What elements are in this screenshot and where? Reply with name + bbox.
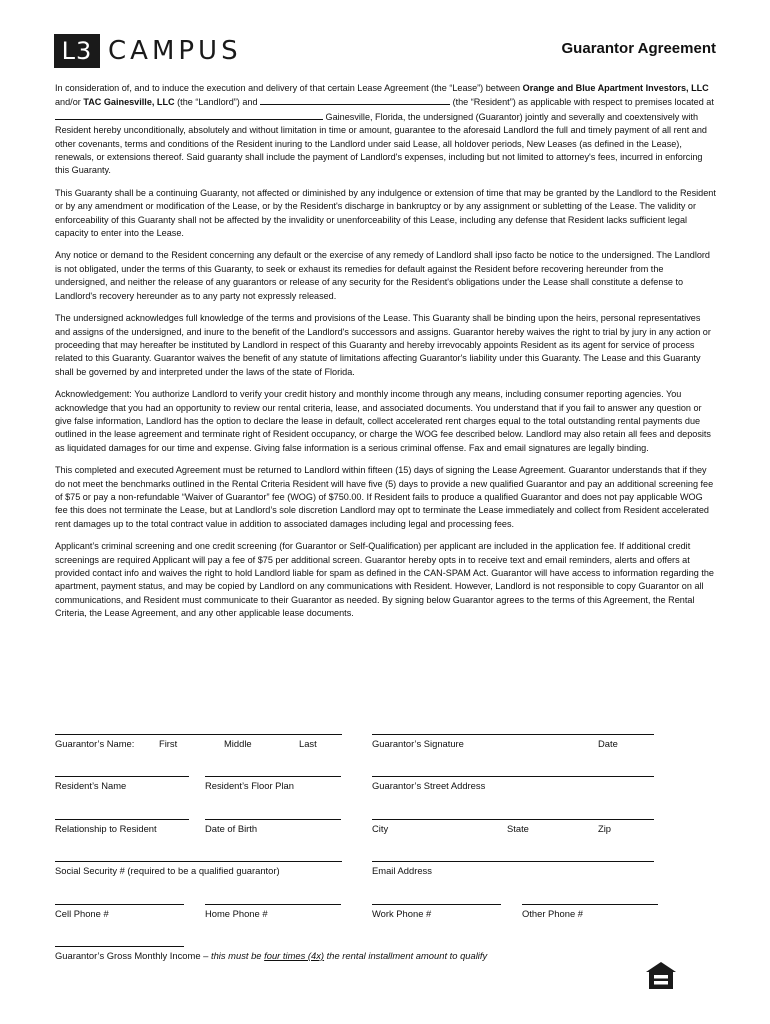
paragraph-screening: Applicant’s criminal screening and one credit screening (for Guarantor or Self-Qualification) per applicant are included in the application fee. If additional credit screenings are required Applicant will pay a fee of $75 per additional screen. Guarantor hereby opts in to receive text and email reminders, alerts and offers at provided contact info and waives the right to hold Landlord liable for spam as defined in the CAN-SPAM Act. Guarantor will have access to information regarding the apartment, payment status, and may be copied by Landlord on any communications with Resident. However, Landlord is not responsible to copy Guarantor on all communications, and Resident must communicate to their Guarantor as needed. By signing below Guarantor agrees to the terms of this Agreement, the Rental Criteria, the Lease Agreement, and any other applicable lease documents. bbox=[55, 541, 714, 619]
income-label bbox=[55, 950, 487, 961]
first-name-label: First bbox=[159, 738, 178, 749]
signature-label: Guarantor’s Signature bbox=[372, 738, 464, 749]
income-label-text: Guarantor’s Gross Monthly Income – bbox=[55, 950, 211, 961]
guarantor-name-label: Guarantor’s Name: bbox=[55, 738, 135, 749]
cell-phone-line[interactable] bbox=[55, 904, 184, 905]
signature-line[interactable] bbox=[372, 734, 654, 735]
logo-mark: L3 bbox=[54, 34, 100, 68]
agreement-body bbox=[55, 82, 717, 630]
city-state-zip-line[interactable] bbox=[372, 819, 654, 820]
home-phone-line[interactable] bbox=[205, 904, 341, 905]
ssn-label: Social Security # (required to be a qualified guarantor) bbox=[55, 865, 280, 876]
income-line[interactable] bbox=[55, 946, 184, 947]
zip-label: Zip bbox=[598, 823, 612, 834]
paragraph-acknowledgement: Acknowledgement: You authorize Landlord to verify your credit history and monthly income through any means, including consumer reporting agencies. You acknowledge that you had an opportunity to review our rental criteria, lease, and associated documents. You understand that if you fail to answer any question or give false information, Landlord has the option to declare the lease in default, collect accelerated rent charges equal to the total outstanding rental payments due outlined in the lease agreement and terminate right of Resident occupancy, or charge the WOG fee described below. Landlord may also retain all fees and deposits as liquidated damages for our time and expense. Giving false information is a serious criminal offense. Fax and email signatures are legally binding. bbox=[55, 389, 711, 453]
p1-text-c: (the “Landlord”) and bbox=[174, 97, 261, 108]
resident-name-label: Resident’s Name bbox=[55, 780, 127, 791]
state-label: State bbox=[507, 823, 529, 834]
p1-text-d: (the “Resident”) as applicable with respect to premises located at bbox=[450, 97, 714, 108]
middle-name-label: Middle bbox=[224, 738, 252, 749]
paragraph-continuing-guaranty: This Guaranty shall be a continuing Guaranty, not affected or diminished by any indulgence or extension of time that may be granted by the Landlord to the Resident or by any amendment or modification of the Lease, or by the Resident's discharge in bankruptcy or by any assignment or subletting of the Lease. The validity or enforceability of this Guaranty shall not be affected by the invalidity or unenforceability of this Lease, including any defense that Resident lacks sufficient legal capacity to enter into the Lease. bbox=[55, 187, 716, 239]
income-note-c: the rental installment amount to qualify bbox=[324, 950, 488, 961]
income-note-a: this must be bbox=[210, 950, 265, 961]
email-label: Email Address bbox=[372, 865, 432, 876]
document-title: Guarantor Agreement bbox=[561, 40, 716, 57]
floor-plan-line[interactable] bbox=[205, 776, 341, 777]
city-label: City bbox=[372, 823, 389, 834]
resident-blank[interactable] bbox=[260, 95, 450, 105]
income-note-multiplier: four times (4x) bbox=[264, 950, 325, 961]
other-phone-label: Other Phone # bbox=[522, 908, 583, 919]
ssn-line[interactable] bbox=[55, 861, 342, 862]
logo-word: CAMPUS bbox=[108, 36, 242, 66]
other-phone-line[interactable] bbox=[522, 904, 658, 905]
guarantor-name-line[interactable] bbox=[55, 734, 342, 735]
p1-text-b: and/or bbox=[55, 97, 84, 108]
street-address-label: Guarantor’s Street Address bbox=[372, 780, 486, 791]
paragraph-return: This completed and executed Agreement must be returned to Landlord within fifteen (15) days of signing the Lease Agreement. Guarantor understands that if they do not meet the benchmarks outlined in the Rental Criteria Resident will have five (5) days to provide a new qualified Guarantor and pay an additional screening fee of $75 or pay a non-refundable “Waiver of Guarantor” fee (WOG) of $750.00. If Resident fails to produce a qualified Guarantor and does not pay applicable WOG fee this does not terminate the Lease, but at Landlord’s sole discretion Landlord may opt to terminate the Lease immediately and collect from Resident accelerated rent damages up to the total contract value in addition to associated damages including legal and processing fees. bbox=[55, 465, 714, 529]
relationship-label: Relationship to Resident bbox=[55, 823, 157, 834]
paragraph-acknowledges: The undersigned acknowledges full knowledge of the terms and provisions of the Lease. This Guaranty shall be binding upon the heirs, personal representatives and assigns of the undersigned, and inure to the benefit of the Landlord's successors and assigns. Guarantor hereby waives the right to trial by jury in any action or proceeding that may hereafter be instituted by Landlord in respect of this Guaranty and hereby irrevocably appoints Resident as its agent for service of process related to this Guaranty. Guarantor waives the benefit of any statute of limitations affecting Guarantor's liability under this Guaranty. The Lease and this Guaranty shall be governed by and interpreted under the laws of the state of Florida. bbox=[55, 313, 711, 377]
company-logo bbox=[54, 34, 242, 68]
street-address-line[interactable] bbox=[372, 776, 654, 777]
email-line[interactable] bbox=[372, 861, 654, 862]
cell-phone-label: Cell Phone # bbox=[55, 908, 109, 919]
equal-housing-icon bbox=[644, 960, 678, 992]
last-name-label: Last bbox=[299, 738, 317, 749]
premises-blank[interactable] bbox=[55, 110, 323, 120]
date-label: Date bbox=[598, 738, 618, 749]
work-phone-line[interactable] bbox=[372, 904, 501, 905]
resident-name-line[interactable] bbox=[55, 776, 189, 777]
floor-plan-label: Resident’s Floor Plan bbox=[205, 780, 294, 791]
work-phone-label: Work Phone # bbox=[372, 908, 432, 919]
p1-text-e: Gainesville, Florida, the undersigned (Guarantor) jointly and severally and coextensively with Resident hereby unconditionally, absolutely and without limitation in time or amount, guarantee to the aforesaid Landlord the full and timely payment of all rent and other covenants, terms and conditions of the Resident inuring to the Landlord under said Lease, all holdover periods, New Leases (as defined in the Lease), renewals, or extensions thereof. Said guaranty shall include the payment of Landlord's expenses, including but not limited to attorney's fees, incurred in enforcing this Guaranty. bbox=[55, 111, 707, 176]
dob-label: Date of Birth bbox=[205, 823, 258, 834]
landlord-name: Orange and Blue Apartment Investors, LLC bbox=[522, 83, 709, 93]
home-phone-label: Home Phone # bbox=[205, 908, 268, 919]
landlord-name-2: TAC Gainesville, LLC bbox=[83, 97, 175, 108]
dob-line[interactable] bbox=[205, 819, 341, 820]
paragraph-notice: Any notice or demand to the Resident concerning any default or the exercise of any remedy of Landlord shall ipso facto be notice to the undersigned. The Landlord is not obligated, under the terms of this Guaranty, to seek or exhaust its remedies for default against the Resident before recovering hereunder from the undersigned, and neither the release of any guarantors or release of any security for the Resident's obligations under the Lease shall constitute a defense to Landlord's recovery hereunder as to any party not expressly released. bbox=[55, 250, 710, 301]
relationship-line[interactable] bbox=[55, 819, 189, 820]
p1-text-a: In consideration of, and to induce the execution and delivery of that certain Lease Agreement (the “Lease”) between bbox=[55, 83, 523, 93]
paragraph-consideration bbox=[55, 82, 717, 178]
